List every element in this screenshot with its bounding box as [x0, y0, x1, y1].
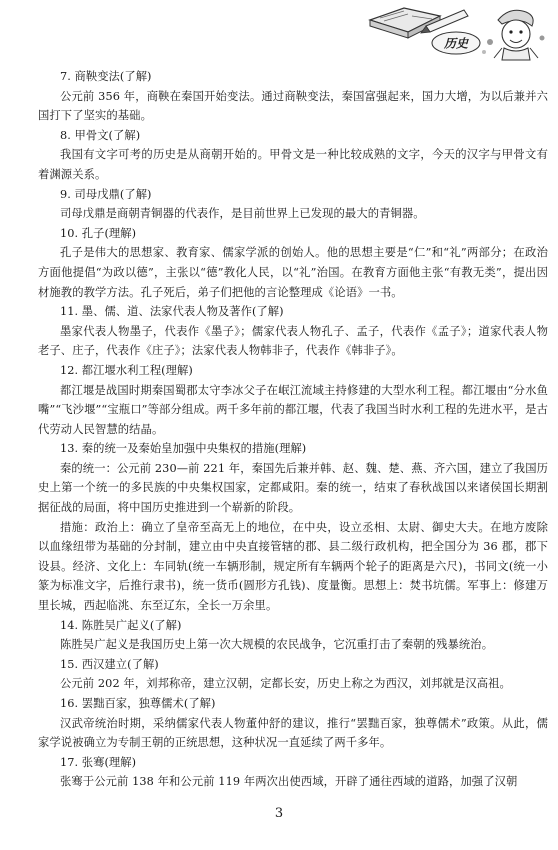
section-paragraph: 张骞于公元前 138 年和公元前 119 年两次出使西域，开辟了通往西域的道路，加强了汉朝 — [60, 775, 518, 789]
cartoon-boy-icon — [482, 10, 545, 60]
section-heading: 13. 秦的统一及秦始皇加强中央集权的措施(理解) — [60, 442, 307, 456]
section-heading: 12. 都江堰水利工程(理解) — [60, 363, 193, 377]
section-paragraph: 陈胜吴广起义是我国历史上第一次大规模的农民战争，它沉重打击了秦朝的残暴统治。 — [60, 638, 494, 652]
section-paragraph: 公元前 356 年，商鞅在秦国开始变法。通过商鞅变法，秦国富强起来，国力大增，为以后兼并六国打下了坚实的基础。 — [38, 89, 548, 123]
page-number: 3 — [274, 806, 284, 821]
section-paragraph: 我国有文字可考的历史是从商朝开始的。甲骨文是一种比较成熟的文字，今天的汉字与甲骨文有着渊源关系。 — [38, 148, 548, 181]
section-paragraph: 秦的统一：公元前 230—前 221 年，秦国先后兼并韩、赵、魏、楚、燕、齐六国，建立了我国历史上第一个统一的多民族的中央集权国家，定都咸阳。秦的统一，结束了春秋战国以来诸侯国长期割据征战的局面，将中国历史推进到一个崭新的阶段。 — [38, 461, 548, 515]
subject-badge — [432, 32, 480, 54]
section-heading: 15. 西汉建立(了解) — [60, 657, 159, 671]
section-paragraph: 公元前 202 年，刘邦称帝，建立汉朝，定都长安，历史上称之为西汉，刘邦就是汉高祖。 — [60, 677, 511, 691]
section-paragraph: 措施：政治上：确立了皇帝至高无上的地位，在中央，设立丞相、太尉、御史大夫。在地方废除以血缘纽带为基础的分封制，建立由中央直接管辖的郡、县二级行政机构，把全国分为 36 郡，郡下设县。经济、文化上：车同轨(统一车辆形制，规定所有车辆两个轮子的距离是六尺)，书同文(统一小篆为标准文字，后推行隶书)，统一货币(圆形方孔钱)、度量衡。思想上：焚书坑儒。军事上：修建万里长城，西起临洮、东至辽东，全长一万余里。 — [38, 520, 548, 613]
section-paragraph: 司母戊鼎是商朝青铜器的代表作，是目前世界上已发现的最大的青铜器。 — [60, 207, 425, 221]
header-illustration — [360, 2, 550, 62]
section-heading: 10. 孔子(理解) — [60, 226, 137, 240]
section-heading: 17. 张骞(理解) — [60, 755, 137, 769]
page-content — [38, 67, 548, 792]
section-heading: 16. 罢黜百家，独尊儒术(了解) — [60, 697, 216, 710]
open-book-icon — [370, 8, 440, 38]
section-paragraph: 汉武帝统治时期，采纳儒家代表人物董仲舒的建议，推行“罢黜百家，独尊儒术”政策。从此，儒家学说被确立为专制王朝的正统思想，这种状况一直延续了两千多年。 — [38, 716, 548, 750]
section-heading: 9. 司母戊鼎(了解) — [60, 187, 152, 201]
section-paragraph: 孔子是伟大的思想家、教育家、儒家学派的创始人。他的思想主要是“仁”和“礼”两部分；在政治方面他提倡“为政以德”，主张以“德”教化人民，以“礼”治国。在教育方面他主张“有教无类”，提出因材施教的教学方法。孔子死后，弟子们把他的言论整理成《论语》一书。 — [38, 246, 548, 299]
section-heading: 8. 甲骨文(了解) — [60, 128, 141, 142]
section-heading: 7. 商鞅变法(了解) — [60, 70, 152, 83]
section-heading: 11. 墨、儒、道、法家代表人物及著作(了解) — [60, 305, 284, 319]
subject-badge-label: 历史 — [443, 36, 469, 51]
section-heading: 14. 陈胜吴广起义(了解) — [60, 618, 182, 632]
section-paragraph: 墨家代表人物墨子，代表作《墨子》；儒家代表人物孔子、孟子，代表作《孟子》；道家代表人物老子、庄子，代表作《庄子》；法家代表人物韩非子，代表作《韩非子》。 — [38, 324, 548, 358]
section-paragraph: 都江堰是战国时期秦国蜀郡太守李冰父子在岷江流域主持修建的大型水利工程。都江堰由“分水鱼嘴”“飞沙堰”“宝瓶口”等部分组成。两千多年前的都江堰，代表了我国当时水利工程的先进水平，是古代劳动人民智慧的结晶。 — [38, 383, 548, 436]
